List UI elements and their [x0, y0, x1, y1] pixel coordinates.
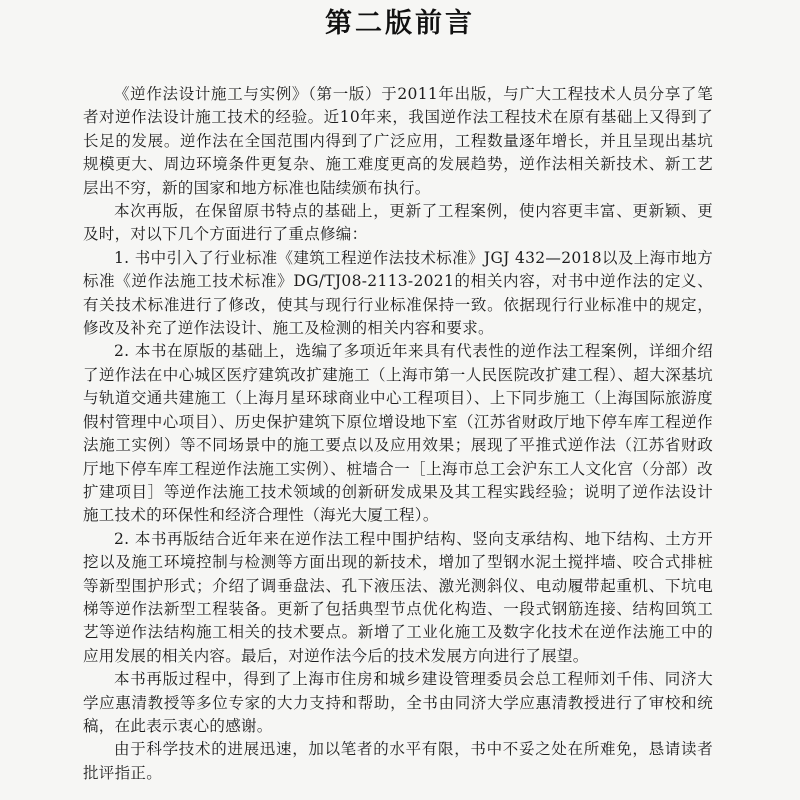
paragraph-acknowledgement: 本书再版过程中，得到了上海市住房和城乡建设管理委员会总工程师刘千伟、同济大学应惠清教授等多位专家的大力支持和帮助，全书由同济大学应惠清教授进行了审校和统稿，在此表示衷心的感谢。 [83, 670, 713, 735]
paragraph-item-new-tech: 2. 本书再版结合近年来在逆作法工程中围护结构、竖向支承结构、地下结构、土方开挖以及施工环境控制与检测等方面出现的新技术，增加了型钢水泥土搅拌墙、咬合式排桩等新型围护形式；介绍了调垂盘法、孔下液压法、激光测斜仪、电动履带起重机、下坑电梯等逆作法新型工程装备。更新了包括典型节点优化构造、一段式钢筋连接、结构回筑工艺等逆作法结构施工相关的技术要点。新增了工业化施工及数字化技术在逆作法施工中的应用发展的相关内容。最后，对逆作法今后的技术发展方向进行了展望。 [83, 529, 713, 665]
paragraph-intro: 《逆作法设计施工与实例》（第一版）于2011年出版，与广大工程技术人员分享了笔者对逆作法设计施工技术的经验。近10年来，我国逆作法工程技术在原有基础上又得到了长足的发展。逆作法在全国范围内得到了广泛应用，工程数量逐年增长，并且呈现出基坑规模更大、周边环境条件更复杂、施工难度更高的发展趋势，逆作法相关新技术、新工艺层出不穷，新的国家和地方标准也陆续颁布执行。 [83, 85, 713, 197]
paragraph-revision-overview: 本次再版，在保留原书特点的基础上，更新了工程案例，使内容更丰富、更新颖、更及时，对以下几个方面进行了重点修编： [83, 202, 713, 244]
paragraph-item-cases: 2. 本书在原版的基础上，选编了多项近年来具有代表性的逆作法工程案例，详细介绍了逆作法在中心城区医疗建筑改扩建施工（上海市第一人民医院改扩建工程）、超大深基坑与轨道交通共建施工（上海月星环球商业中心工程项目）、上下同步施工（上海国际旅游度假村管理中心项目）、历史保护建筑下原位增设地下室（江苏省财政厅地下停车库工程逆作法施工实例）等不同场景中的施工要点以及应用效果；展现了平推式逆作法（江苏省财政厅地下停车库工程逆作法施工实例）、桩墙合一［上海市总工会沪东工人文化宫（分部）改扩建项目］等逆作法施工技术领域的创新研发成果及其工程实践经验；说明了逆作法设计施工技术的环保性和经济合理性（海光大厦工程）。 [83, 342, 713, 525]
paragraph-closing: 由于科学技术的进展迅速，加以笔者的水平有限，书中不妥之处在所难免，恳请读者批评指正。 [83, 740, 713, 782]
preface-body [83, 83, 713, 785]
page-title: 第二版前言 [325, 8, 475, 39]
paragraph-item-standards: 1. 书中引入了行业标准《建筑工程逆作法技术标准》JGJ 432—2018以及上海市地方标准《逆作法施工技术标准》DG/TJ08-2113-2021的相关内容，对书中逆作法的定义、有关技术标准进行了修改，使其与现行行业标准保持一致。依据现行行业标准中的规定，修改及补充了逆作法设计、施工及检测的相关内容和要求。 [83, 248, 713, 338]
